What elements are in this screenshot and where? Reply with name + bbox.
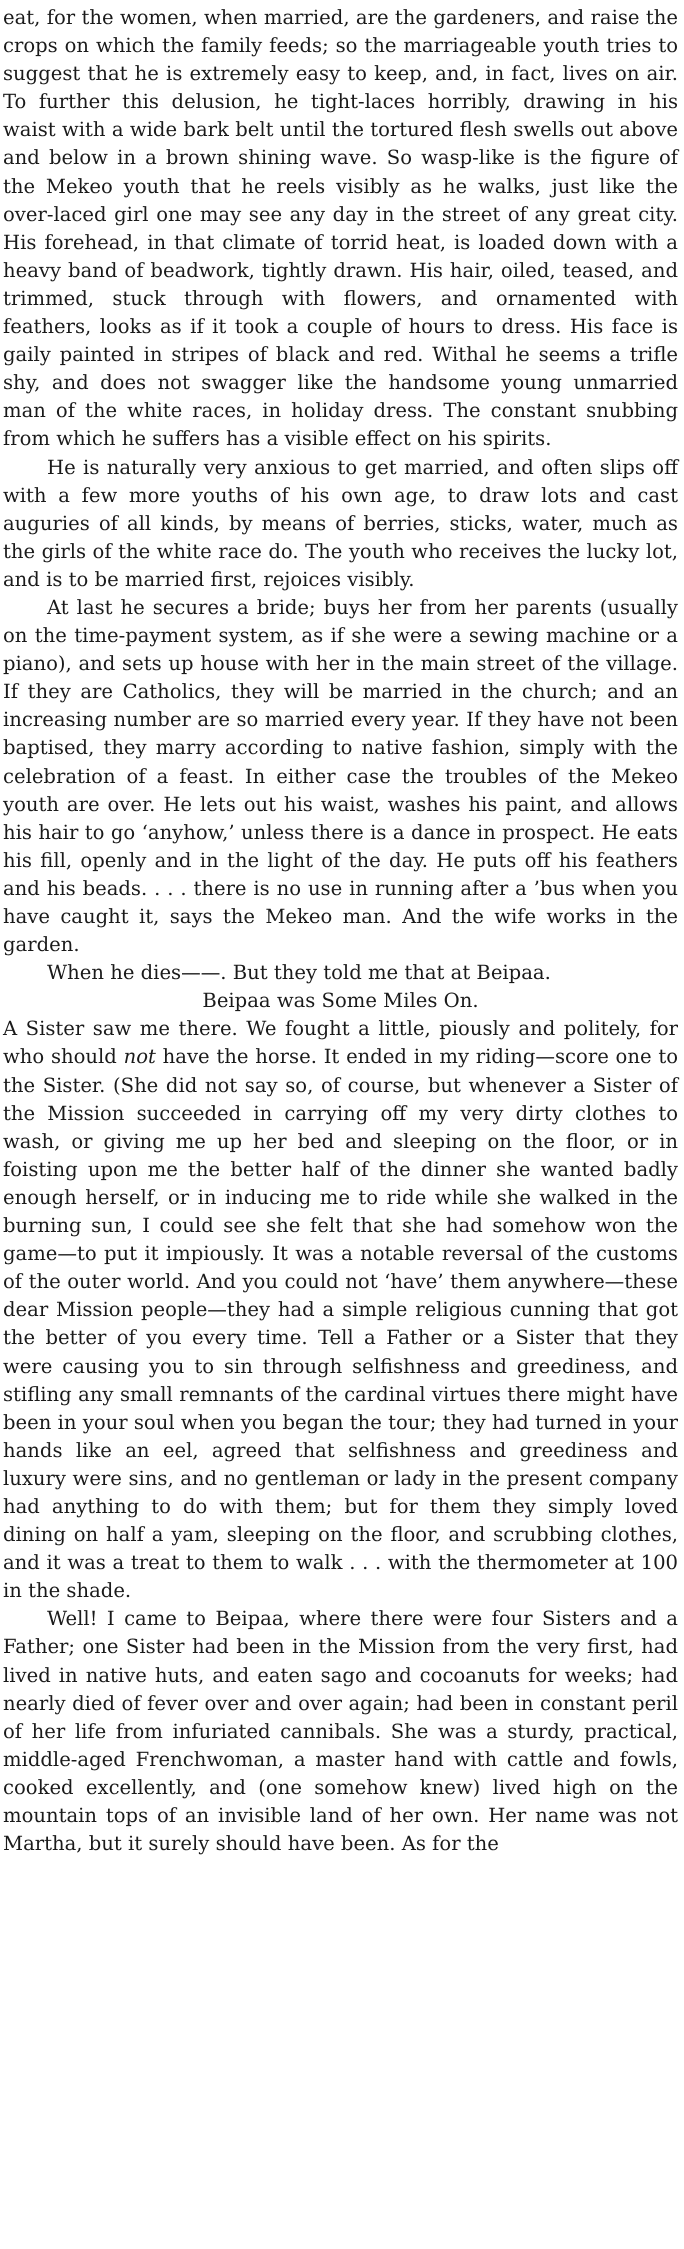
paragraph-drawing-lots: He is naturally very anxious to get married, and often slips off with a few more youths of his own age, to draw lots and cast auguries of all kinds, by means of berries, sticks, water, much as the girls of the white race do. The youth who receives the lucky lot, and is to be married first, rejoices visibly. xyxy=(3,455,678,591)
paragraph-mekeo-youth-courtship: eat, for the women, when married, are the gardeners, and raise the crops on which the family feeds; so the marriageable youth tries to suggest that he is extremely easy to keep, and, in fact, lives on air. To further this delusion, he tight-laces horribly, drawing in his waist with a wide bark belt until the tortured flesh swells out above and below in a brown shining wave. So wasp-like is the figure of the Mekeo youth that he reels visibly as he walks, just like the over-laced girl one may see any day in the street of any great city. His forehead, in that climate of torrid heat, is loaded down with a heavy band of beadwork, tightly drawn. His hair, oiled, teased, and trimmed, stuck through with flowers, and ornamented with feathers, looks as if it took a couple of hours to dress. His face is gaily painted in stripes of black and red. Withal he seems a trifle shy, and does not swagger like the handsome young unmarried man of the white races, in holiday dress. The constant snubbing from which he suffers has a visible effect on his spirits. xyxy=(3,6,678,451)
paragraph-when-he-dies: When he dies——. But they told me that at Beipaa. xyxy=(47,961,551,985)
paragraph-sister-and-horse xyxy=(3,1015,678,1605)
paragraph-text-after-emphasis: have the horse. It ended in my riding—score one to the Sister. (She did not say so, of course, but whenever a Sister of the Mission succeeded in carrying off my very dirty clothes to wash, or giving me up her bed and sleeping on the floor, or in foisting upon me the better half of the dinner she wanted badly enough herself, or in inducing me to ride while she walked in the burning sun, I could see she felt that she had somehow won the game—to put it impiously. It was a notable reversal of the customs of the outer world. And you could not ‘have’ them anywhere—these dear Mission people—they had a simple religious cunning that got the better of you every time. Tell a Father or a Sister that they were causing you to sin through selfishness and greediness, and stifling any small remnants of the cardinal virtues there might have been in your soul when you began the tour; they had turned in your hands like an eel, agreed that selfishness and greediness and luxury were sins, and no gentleman or lady in the present company had anything to do with them; but for them they simply loved dining on half a yam, sleeping on the floor, and scrubbing clothes, and it was a treat to them to walk . . . with the thermometer at 100 in the shade. xyxy=(3,1045,678,1603)
emphasis-not: not xyxy=(123,1045,156,1069)
paragraph-text-before-emphasis: A Sister saw me there. We fought a little, piously and politely, for who should xyxy=(3,1017,678,1069)
section-subheading: Beipaa was Some Miles On. xyxy=(202,989,479,1013)
paragraph-beipaa-sisters: Well! I came to Beipaa, where there were four Sisters and a Father; one Sister had been in the Mission from the very first, had lived in native huts, and eaten sago and cocoanuts for weeks; had nearly died of fever over and over again; had been in constant peril of her life from infuriated cannibals. She was a sturdy, practical, middle-aged Frenchwoman, a master hand with cattle and fowls, cooked excellently, and (one somehow knew) lived high on the mountain tops of an invisible land of her own. Her name was not Martha, but it surely should have been. As for the xyxy=(3,1607,678,1856)
paragraph-marriage: At last he secures a bride; buys her from her parents (usually on the time-payment system, as if she were a sewing machine or a piano), and sets up house with her in the main street of the village. If they are Catholics, they will be married in the church; and an increasing number are so married every year. If they have not been baptised, they marry according to native fashion, simply with the celebration of a feast. In either case the troubles of the Mekeo youth are over. He lets out his waist, washes his paint, and allows his hair to go ‘anyhow,’ unless there is a dance in prospect. He eats his fill, openly and in the light of the day. He puts off his feathers and his beads. . . . there is no use in running after a ’bus when you have caught it, says the Mekeo man. And the wife works in the garden. xyxy=(3,595,678,957)
